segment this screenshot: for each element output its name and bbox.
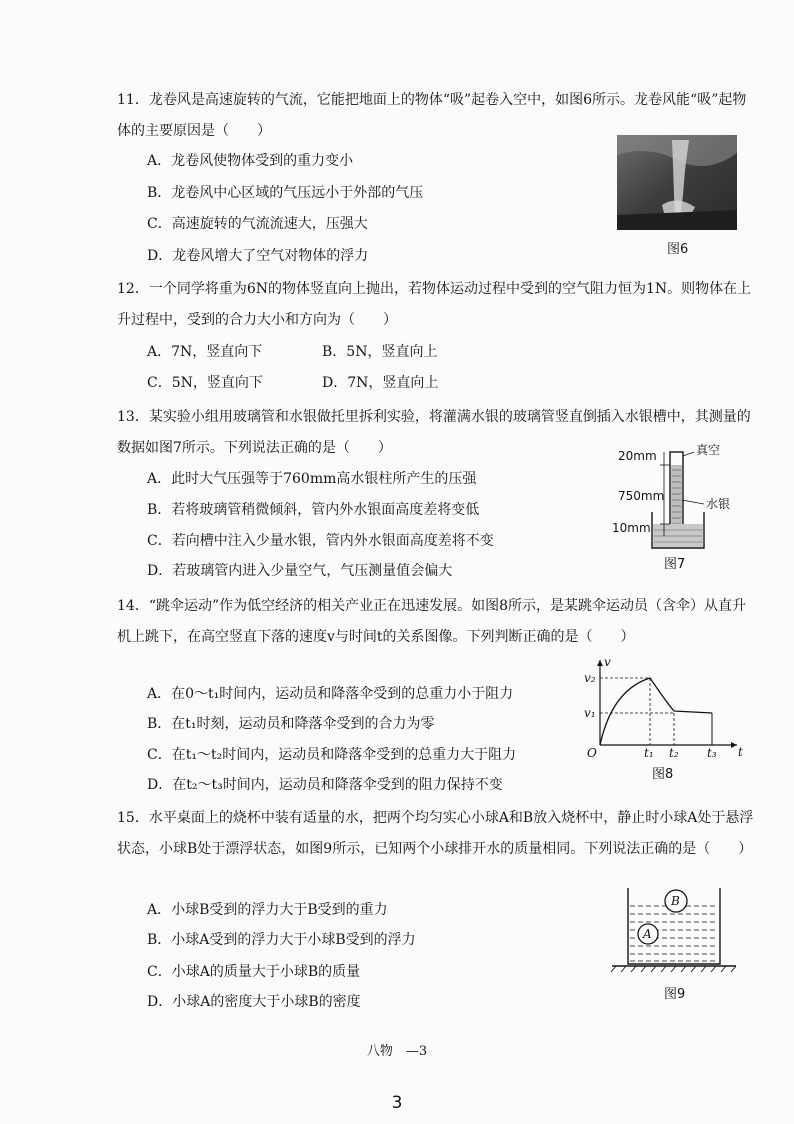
figure-7-caption: 图7 <box>664 557 686 572</box>
question-14-option-a: A．在0～t₁时间内，运动员和降落伞受到的总重力小于阻力 <box>147 686 514 702</box>
figure-9-caption: 图9 <box>664 987 686 1002</box>
question-13-option-c: C．若向槽中注入少量水银，管内外水银面高度差将不变 <box>147 533 494 549</box>
question-11-option-d: D．龙卷风增大了空气对物体的浮力 <box>147 248 369 264</box>
question-13-stem: 13．某实验小组用玻璃管和水银做托里拆利实验，将灌满水银的玻璃管竖直倒插入水银槽中，其测量的数据如图7所示。下列说法正确的是（ ） <box>117 409 751 456</box>
figure-8-vt-graph <box>582 655 747 760</box>
label-mercury: 水银 <box>706 497 731 511</box>
question-11-option-c: C．高速旋转的气流流速大，压强大 <box>147 216 368 232</box>
question-11-option-b: B．龙卷风中心区域的气压远小于外部的气压 <box>147 185 424 201</box>
question-15-option-d: D．小球A的密度大于小球B的密度 <box>147 994 361 1010</box>
label-10mm: 10mm <box>612 521 651 535</box>
question-11-option-a: A．龙卷风使物体受到的重力变小 <box>147 153 354 169</box>
figure-9-beaker <box>610 880 740 975</box>
trough-mercury <box>653 524 703 547</box>
label-vacuum: 真空 <box>696 443 721 457</box>
question-12-option-c: C．5N，竖直向下 <box>147 375 263 391</box>
ball-b-label: B <box>671 894 680 908</box>
question-15-stem: 15．水平桌面上的烧杯中装有适量的水，把两个均匀实心小球A和B放入烧杯中，静止时小球A处于悬浮状态，小球B处于漂浮状态，如图9所示，已知两个小球排开水的质量相同。下列说法正确的是（ ） <box>117 810 754 857</box>
question-11-stem: 11．龙卷风是高速旋转的气流，它能把地面上的物体“吸”起卷入空中，如图6所示。龙卷风能“吸”起物体的主要原因是（ ） <box>117 92 747 139</box>
figure-8-caption: 图8 <box>652 767 674 782</box>
label-t2: t₂ <box>669 746 679 760</box>
question-15-option-a: A．小球B受到的浮力大于B受到的重力 <box>147 902 388 918</box>
label-t1: t₁ <box>644 746 654 760</box>
question-15-option-c: C．小球A的质量大于小球B的质量 <box>147 964 361 980</box>
label-t3: t₃ <box>707 746 717 760</box>
question-15 <box>117 803 757 865</box>
axis-label-t: t <box>738 745 743 759</box>
tornado-photo-image <box>617 135 737 230</box>
label-750mm: 750mm <box>618 489 665 503</box>
label-v2: v₂ <box>584 671 596 685</box>
question-15-option-b: B．小球A受到的浮力大于小球B受到的浮力 <box>147 932 416 948</box>
question-12 <box>117 274 757 336</box>
velocity-curve <box>600 678 712 745</box>
question-14-option-d: D．在t₂～t₃时间内，运动员和降落伞受到的阻力保持不变 <box>147 777 503 793</box>
label-20mm: 20mm <box>618 449 657 463</box>
label-v1: v₁ <box>584 706 596 720</box>
question-14 <box>117 591 757 653</box>
question-14-stem: 14．“跳伞运动”作为低空经济的相关产业正在迅速发展。如图8所示，是某跳伞运动员（含伞）从直升机上跳下，在高空竖直下落的速度v与时间t的关系图像。下列判断正确的是（ ） <box>117 598 747 645</box>
origin-label: O <box>587 746 597 760</box>
page-number: 3 <box>391 1093 403 1113</box>
question-14-option-b: B．在t₁时刻，运动员和降落伞受到的合力为零 <box>147 716 435 732</box>
question-14-option-c: C．在t₁～t₂时间内，运动员和降落伞受到的总重力大于阻力 <box>147 747 517 763</box>
question-13-option-d: D．若玻璃管内进入少量空气，气压测量值会偏大 <box>147 563 453 579</box>
question-12-option-a: A．7N，竖直向下 <box>147 344 263 360</box>
ball-a-label: A <box>643 927 652 941</box>
question-12-stem: 12．一个同学将重为6N的物体竖直向上抛出，若物体运动过程中受到的空气阻力恒为1N。则物体在上升过程中，受到的合力大小和方向为（ ） <box>117 281 752 328</box>
figure-6-caption: 图6 <box>667 242 689 257</box>
question-12-option-b: B．5N，竖直向上 <box>322 344 438 360</box>
tornado-photo <box>617 135 737 230</box>
question-12-option-d: D．7N，竖直向上 <box>322 375 439 391</box>
question-13-option-b: B．若将玻璃管稍微倾斜，管内外水银面高度差将变低 <box>147 502 480 518</box>
axis-label-v: v <box>604 655 611 669</box>
page-footer: 八物 —3 <box>366 1044 428 1059</box>
figure-7-torricelli <box>612 440 762 555</box>
question-13-option-a: A．此时大气压强等于760mm高水银柱所产生的压强 <box>147 471 477 487</box>
